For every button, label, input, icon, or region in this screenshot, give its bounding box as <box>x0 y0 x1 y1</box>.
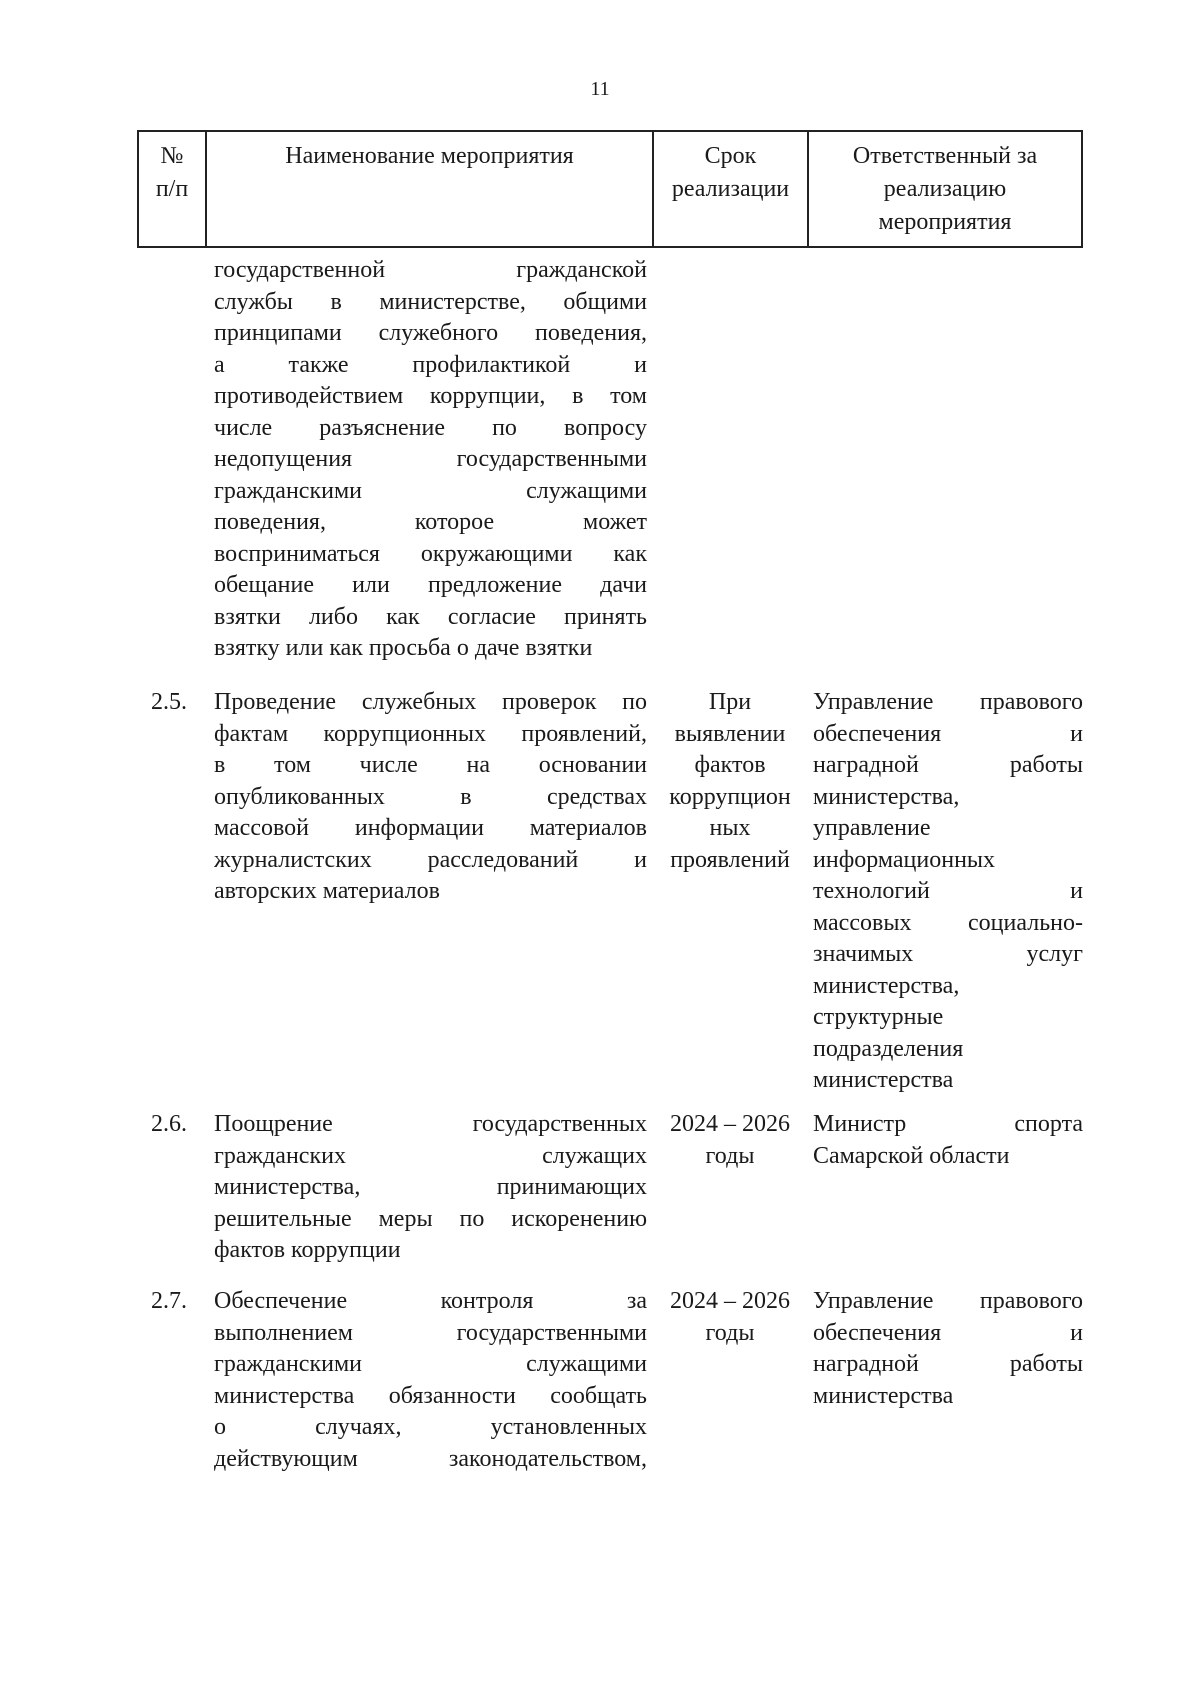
row-number: 2.7. <box>151 1288 187 1314</box>
text-line: годы <box>705 1319 755 1346</box>
text-line: поведения, которое может <box>214 509 647 535</box>
row-number: 2.5. <box>151 689 187 715</box>
row-term-cell <box>656 1109 804 1172</box>
row-term-cell <box>656 1286 804 1349</box>
header-number-line: № <box>160 143 184 169</box>
header-name-line: Наименование мероприятия <box>285 143 574 169</box>
header-number-line: п/п <box>155 176 189 202</box>
page-number: 11 <box>590 78 610 100</box>
row-term-cell <box>656 687 804 876</box>
text-line: принципами служебного поведения, <box>214 320 647 346</box>
header-cell-name <box>205 132 652 246</box>
text-line: Самарской области <box>813 1142 1010 1169</box>
text-line: 2024 – 2026 <box>670 1111 790 1137</box>
text-line: министерства <box>813 1382 954 1409</box>
text-line: проявлений <box>670 846 790 873</box>
text-line: Проведение служебных проверок по <box>214 689 647 715</box>
text-line: фактов коррупции <box>214 1237 401 1263</box>
text-line: министерства, <box>813 783 960 810</box>
text-line: гражданских служащих <box>214 1142 647 1169</box>
text-line: министерства, принимающих <box>214 1174 647 1200</box>
text-line: обещание или предложение дачи <box>214 572 647 598</box>
text-line: Управление правового <box>813 689 1083 715</box>
text-line: противодействием коррупции, в том <box>214 383 647 409</box>
text-line: 2024 – 2026 <box>670 1288 790 1314</box>
text-line: Поощрение государственных <box>214 1111 647 1137</box>
text-line: технологий и <box>813 878 1083 904</box>
text-line: массовых социально- <box>813 909 1083 936</box>
text-line: о случаях, установленных <box>214 1414 647 1440</box>
row-responsible-cell <box>813 1286 1083 1412</box>
text-line: фактов <box>694 752 766 778</box>
header-responsible-line: Ответственный за <box>852 143 1038 169</box>
text-line: структурные <box>813 1004 944 1030</box>
text-line: недопущения государственными <box>214 446 647 472</box>
text-line: восприниматься окружающими как <box>214 540 647 567</box>
row-responsible-cell <box>813 1109 1083 1172</box>
text-line: журналистских расследований и <box>214 846 647 873</box>
text-line: фактам коррупционных проявлений, <box>214 720 647 747</box>
row-name-cell <box>214 687 647 908</box>
text-line: в том числе на основании <box>214 752 647 778</box>
header-term-line: реализации <box>671 176 790 202</box>
header-term-line: Срок <box>704 143 757 169</box>
text-line: государственной гражданской <box>214 257 647 283</box>
text-line: действующим законодательством, <box>214 1445 647 1472</box>
header-cell-number <box>137 132 205 246</box>
text-line: обеспечения и <box>813 720 1083 747</box>
text-line: гражданскими служащими <box>214 477 647 504</box>
text-line: взятку или как просьба о даче взятки <box>214 635 593 661</box>
table-header <box>137 130 1083 248</box>
text-line: выполнением государственными <box>214 1319 647 1346</box>
text-line: При <box>708 689 752 715</box>
text-line: Министр спорта <box>813 1111 1083 1137</box>
text-line: решительные меры по искоренению <box>214 1205 647 1232</box>
text-line: числе разъяснение по вопросу <box>214 414 647 441</box>
text-line: Обеспечение контроля за <box>214 1288 647 1314</box>
text-line: значимых услуг <box>813 941 1083 967</box>
text-line: министерства, <box>813 972 960 999</box>
row-responsible-cell <box>813 687 1083 1097</box>
text-line: министерства <box>813 1067 954 1093</box>
text-line: информационных <box>813 846 996 873</box>
text-line: коррупцион <box>669 783 791 810</box>
text-line: годы <box>705 1142 755 1169</box>
text-line: авторских материалов <box>214 878 440 904</box>
text-line: наградной работы <box>813 1351 1083 1377</box>
header-responsible-line: мероприятия <box>878 209 1012 235</box>
row-name-cell <box>214 1286 647 1475</box>
text-line: подразделения <box>813 1035 964 1062</box>
text-line: ных <box>709 815 751 841</box>
text-line: управление <box>813 815 931 841</box>
text-line: гражданскими служащими <box>214 1351 647 1377</box>
header-cell-responsible <box>807 132 1083 246</box>
header-responsible-line: реализацию <box>883 176 1007 202</box>
text-line: обеспечения и <box>813 1319 1083 1346</box>
text-line: наградной работы <box>813 752 1083 778</box>
row-number: 2.6. <box>151 1111 187 1137</box>
text-line: Управление правового <box>813 1288 1083 1314</box>
text-line: а также профилактикой и <box>214 351 647 378</box>
text-line: выявлении <box>674 720 786 747</box>
continuation-text <box>214 255 647 665</box>
text-line: массовой информации материалов <box>214 815 647 841</box>
text-line: министерства обязанности сообщать <box>214 1382 647 1409</box>
text-line: взятки либо как согласие принять <box>214 603 647 630</box>
text-line: службы в министерстве, общими <box>214 288 647 315</box>
row-name-cell <box>214 1109 647 1267</box>
header-cell-term <box>652 132 807 246</box>
text-line: опубликованных в средствах <box>214 783 647 810</box>
